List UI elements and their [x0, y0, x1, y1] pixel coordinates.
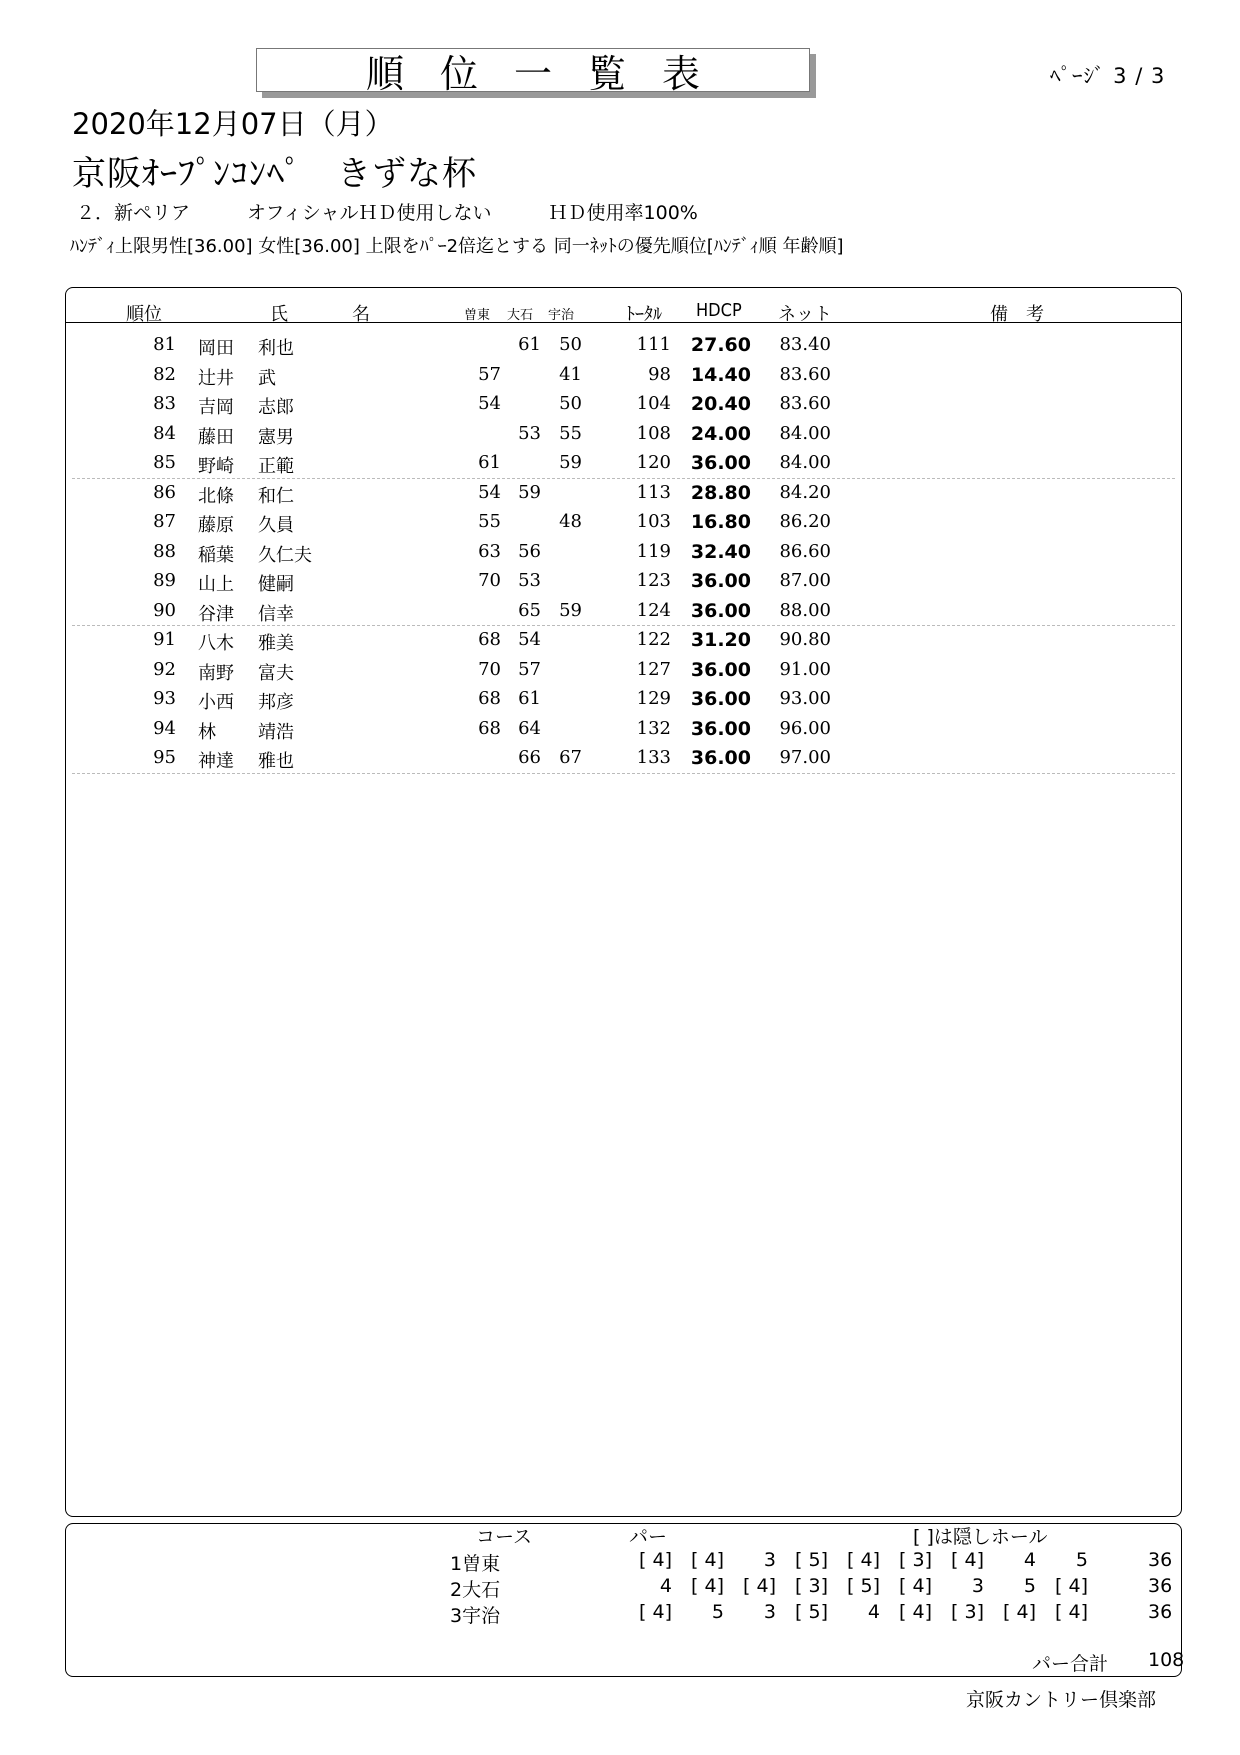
table-row	[66, 714, 1181, 743]
cell-family: 林	[198, 721, 216, 743]
cell-s3: 59	[559, 452, 582, 473]
cell-s3: 41	[559, 363, 582, 385]
cell-rank: 92	[153, 658, 176, 680]
cell-given: 武	[258, 367, 276, 389]
cell-family: 南野	[198, 662, 234, 684]
cell-family: 吉岡	[198, 397, 234, 418]
cell-net: 84.20	[779, 481, 831, 503]
cell-given: 雅美	[258, 633, 294, 654]
hole-par: [ 4]	[639, 1549, 672, 1571]
cell-hdcp: 16.80	[690, 511, 751, 533]
cell-family: 北條	[198, 485, 234, 507]
par-summary	[65, 1523, 1185, 1677]
cell-family: 辻井	[198, 367, 234, 389]
cell-hdcp: 31.20	[690, 629, 751, 651]
table-row	[66, 655, 1181, 684]
cell-total: 123	[636, 570, 671, 591]
cell-given: 富夫	[258, 662, 294, 684]
ranking-table	[65, 287, 1182, 1517]
cell-net: 83.60	[779, 363, 831, 385]
cell-s2: 66	[518, 747, 541, 768]
hole-par: [ 5]	[795, 1549, 828, 1571]
cell-s2: 53	[518, 570, 541, 591]
hole-par: [ 3]	[951, 1601, 984, 1623]
course-par-total: 36	[1148, 1575, 1173, 1597]
header-course-1: 曽東	[464, 308, 491, 323]
cell-rank: 90	[153, 599, 176, 621]
cell-s1: 68	[478, 717, 501, 739]
group-divider	[72, 773, 1175, 774]
cell-total: 98	[648, 363, 671, 385]
cell-rank: 91	[153, 629, 176, 650]
table-row	[66, 566, 1181, 595]
cell-hdcp: 36.00	[690, 570, 751, 592]
cell-s1: 61	[478, 452, 501, 473]
cell-total: 124	[636, 599, 671, 621]
cell-net: 90.80	[779, 629, 831, 650]
cell-hdcp: 20.40	[690, 393, 751, 415]
page-indicator: ﾍﾟｰｼﾞ 3 / 3	[1050, 64, 1166, 88]
cell-hdcp: 27.60	[690, 334, 751, 356]
hole-par: 3	[763, 1549, 776, 1571]
cell-rank: 89	[153, 570, 176, 591]
table-row	[66, 448, 1181, 477]
hole-par: 4	[1023, 1549, 1036, 1571]
cell-total: 129	[636, 688, 671, 709]
header-rank: 順位	[126, 304, 162, 325]
par-total: 108	[1148, 1649, 1185, 1671]
table-row	[66, 360, 1181, 389]
cell-s2: 56	[518, 540, 541, 562]
cell-given: 信幸	[258, 603, 294, 625]
course-par-total: 36	[1148, 1601, 1173, 1623]
cell-s1: 54	[478, 481, 501, 503]
cell-s1: 70	[478, 658, 501, 680]
cell-rank: 87	[153, 511, 176, 532]
hole-par: [ 5]	[795, 1601, 828, 1623]
cell-total: 103	[636, 511, 671, 532]
cell-net: 88.00	[779, 599, 831, 621]
table-row	[66, 478, 1181, 507]
hole-par: [ 4]	[691, 1549, 724, 1571]
page-title: 順位一覧表	[365, 51, 736, 96]
cell-family: 稲葉	[198, 544, 234, 566]
cell-given: 和仁	[258, 485, 294, 507]
cell-rank: 86	[153, 481, 176, 503]
cell-s1: 57	[478, 363, 501, 385]
hole-par: 5	[1075, 1549, 1088, 1571]
cell-hdcp: 28.80	[690, 481, 751, 504]
cell-net: 86.60	[779, 540, 831, 562]
cell-total: 133	[636, 747, 671, 768]
cell-s3: 59	[559, 599, 582, 621]
cell-net: 97.00	[779, 747, 831, 768]
cell-family: 谷津	[198, 603, 234, 625]
cell-rank: 85	[153, 452, 176, 473]
cell-hdcp: 36.00	[690, 688, 751, 710]
table-row	[66, 625, 1181, 654]
table-row	[66, 743, 1181, 772]
hole-par: 3	[971, 1575, 984, 1597]
table-row	[66, 419, 1181, 448]
cell-net: 87.00	[779, 570, 831, 591]
cell-total: 111	[636, 334, 671, 355]
cell-s1: 55	[478, 511, 501, 532]
par-total-label: パー合計	[1032, 1653, 1109, 1675]
cell-rank: 93	[153, 688, 176, 709]
cell-hdcp: 36.00	[690, 717, 751, 740]
cell-s3: 55	[559, 422, 582, 444]
cell-s2: 64	[518, 717, 541, 739]
cell-given: 志郎	[258, 397, 294, 418]
cell-family: 藤原	[198, 515, 234, 536]
header-net: ネット	[778, 304, 832, 325]
cell-s2: 61	[518, 688, 541, 709]
event-date: 2020年12月07日（月）	[72, 107, 394, 141]
cell-given: 久員	[258, 515, 294, 536]
cell-given: 健嗣	[258, 574, 294, 595]
cell-rank: 94	[153, 717, 176, 739]
cell-s3: 50	[559, 334, 582, 355]
cell-hdcp: 32.40	[690, 540, 751, 563]
cell-given: 正範	[258, 456, 294, 477]
conditions-line-2: ﾊﾝﾃﾞｨ上限男性[36.00] 女性[36.00] 上限をﾊﾟｰ2倍迄とする 同一ﾈｯﾄの優先順位[ﾊﾝﾃﾞｨ順 年齢順]	[70, 236, 844, 257]
header-course-3: 宇治	[548, 308, 575, 323]
cell-net: 84.00	[779, 452, 831, 473]
cell-total: 122	[636, 629, 671, 650]
cell-s1: 68	[478, 688, 501, 709]
cell-rank: 88	[153, 540, 176, 562]
hole-par: [ 3]	[795, 1575, 828, 1597]
hole-par: [ 3]	[899, 1549, 932, 1571]
cell-total: 108	[636, 422, 671, 444]
cell-rank: 81	[153, 334, 176, 355]
hole-par: [ 4]	[691, 1575, 724, 1597]
cell-s2: 61	[518, 334, 541, 355]
club-name: 京阪カントリー倶楽部	[966, 1689, 1157, 1711]
cell-s2: 65	[518, 599, 541, 621]
hole-par: [ 4]	[1055, 1601, 1088, 1623]
header-name-2: 名	[352, 304, 370, 325]
hole-par: [ 4]	[639, 1601, 672, 1623]
cell-s3: 67	[559, 747, 582, 768]
hole-par: [ 4]	[951, 1549, 984, 1571]
cell-family: 小西	[198, 692, 234, 713]
cell-total: 120	[636, 452, 671, 473]
cell-s1: 54	[478, 393, 501, 414]
hole-par: [ 5]	[847, 1575, 880, 1597]
page-title-box	[256, 48, 810, 96]
cell-hdcp: 36.00	[690, 658, 751, 681]
cell-family: 藤田	[198, 426, 234, 448]
table-row	[66, 507, 1181, 536]
cell-family: 野崎	[198, 456, 234, 477]
cell-given: 雅也	[258, 751, 294, 772]
cell-s2: 53	[518, 422, 541, 444]
cell-s1: 68	[478, 629, 501, 650]
cell-given: 久仁夫	[258, 544, 312, 566]
hole-par: [ 4]	[899, 1575, 932, 1597]
header-total: ﾄｰﾀﾙ	[626, 304, 662, 325]
cell-given: 靖浩	[258, 721, 294, 743]
cell-total: 132	[636, 717, 671, 739]
header-hdcp: HDCP	[696, 300, 742, 321]
cell-hdcp: 36.00	[690, 452, 751, 474]
cell-total: 127	[636, 658, 671, 680]
par-label: パー	[629, 1526, 668, 1548]
hole-par: 5	[1023, 1575, 1036, 1597]
table-row	[66, 389, 1181, 418]
cell-total: 119	[636, 540, 671, 562]
cell-s2: 57	[518, 658, 541, 680]
cell-s3: 48	[559, 511, 582, 532]
hole-par: [ 4]	[743, 1575, 776, 1597]
hole-par: 4	[867, 1601, 880, 1623]
cell-s2: 59	[518, 481, 541, 503]
cell-net: 83.60	[779, 393, 831, 414]
table-row	[66, 684, 1181, 713]
cell-s3: 50	[559, 393, 582, 414]
hole-par: [ 4]	[1003, 1601, 1036, 1623]
course-name: 1曽東	[450, 1553, 501, 1575]
cell-rank: 95	[153, 747, 176, 768]
header-remarks: 備 考	[990, 304, 1044, 325]
cell-given: 邦彦	[258, 692, 294, 713]
cell-family: 岡田	[198, 338, 234, 359]
cell-hdcp: 14.40	[690, 363, 751, 386]
cell-total: 113	[636, 481, 671, 503]
cell-given: 利也	[258, 338, 294, 359]
course-name: 2大石	[450, 1579, 501, 1601]
cell-rank: 83	[153, 393, 176, 414]
competition-name: 京阪ｵｰﾌﾟﾝｺﾝﾍﾟ きずな杯	[72, 154, 477, 194]
header-course-2: 大石	[507, 308, 534, 323]
table-row	[66, 537, 1181, 566]
course-name: 3宇治	[450, 1605, 501, 1627]
conditions-line-1: ２．新ペリア オフィシャルＨＤ使用しない ＨＤ使用率100%	[76, 202, 698, 224]
cell-net: 91.00	[779, 658, 831, 680]
hole-par: [ 4]	[1055, 1575, 1088, 1597]
table-row	[66, 596, 1181, 625]
cell-rank: 82	[153, 363, 176, 385]
cell-net: 83.40	[779, 334, 831, 355]
cell-total: 104	[636, 393, 671, 414]
cell-hdcp: 36.00	[690, 747, 751, 769]
hole-par: [ 4]	[899, 1601, 932, 1623]
cell-family: 八木	[198, 633, 234, 654]
hole-par: 4	[659, 1575, 672, 1597]
hole-par: [ 4]	[847, 1549, 880, 1571]
cell-given: 憲男	[258, 426, 294, 448]
table-row	[66, 330, 1181, 359]
cell-family: 山上	[198, 574, 234, 595]
course-label: コース	[476, 1526, 533, 1548]
cell-s2: 54	[518, 629, 541, 650]
cell-hdcp: 24.00	[690, 422, 751, 445]
cell-rank: 84	[153, 422, 176, 444]
cell-hdcp: 36.00	[690, 599, 751, 622]
hole-par: 3	[763, 1601, 776, 1623]
cell-net: 86.20	[779, 511, 831, 532]
cell-family: 神達	[198, 751, 234, 772]
header-divider	[66, 322, 1181, 323]
header-name-1: 氏	[270, 304, 288, 325]
cell-net: 96.00	[779, 717, 831, 739]
cell-s1: 70	[478, 570, 501, 591]
course-par-total: 36	[1148, 1549, 1173, 1571]
cell-s1: 63	[478, 540, 501, 562]
cell-net: 93.00	[779, 688, 831, 709]
hole-par: 5	[711, 1601, 724, 1623]
cell-net: 84.00	[779, 422, 831, 444]
hidden-hole-note: [ ]は隠しホール	[913, 1526, 1048, 1548]
